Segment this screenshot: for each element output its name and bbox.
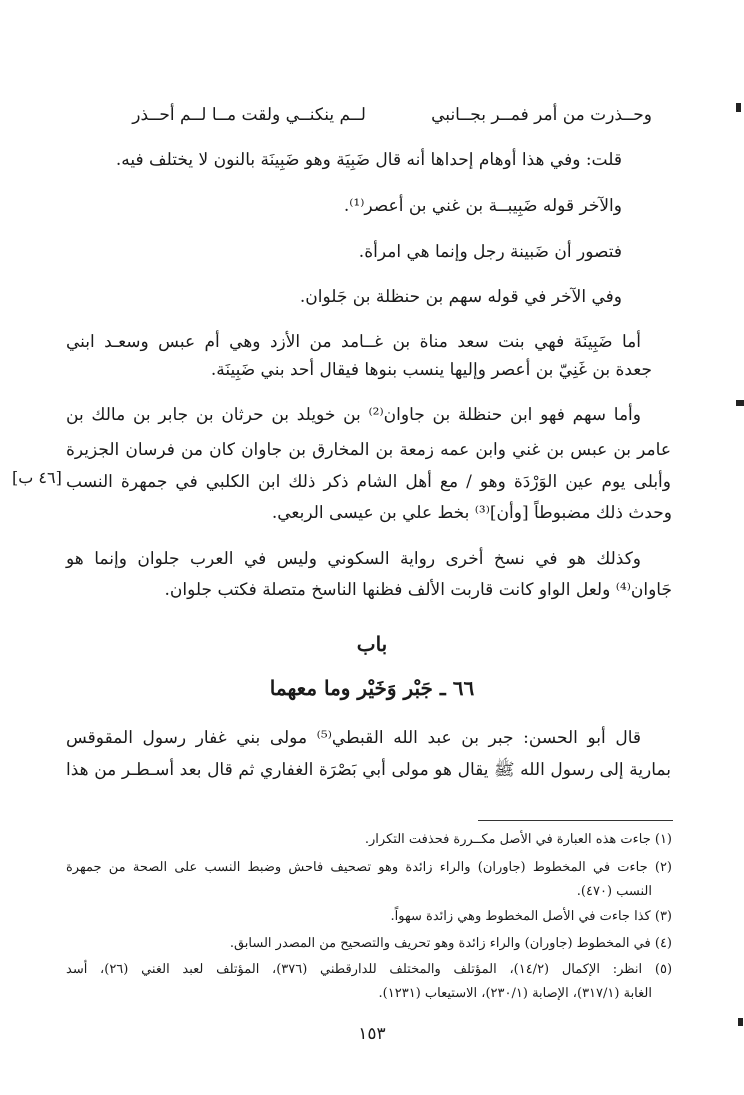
body-line-10: وحدث ذلك مضبوطاً [وأن]⁽³⁾ بخط علي بن عيسى الربعي. bbox=[271, 503, 672, 523]
footnote-5: (٥) انظر: الإكمال (١٤/٢)، المؤتلف والمختلف للدارقطني (٣٧٦)، المؤتلف لعبد الغني (٢٦)، أسد bbox=[66, 962, 673, 977]
footnote-1: (١) جاءت هذه العبارة في الأصل مكــررة فحذفت التكرار. bbox=[364, 832, 672, 847]
footnote-3: (٣) كذا جاءت في الأصل المخطوط وهي زائدة سهواً. bbox=[390, 909, 672, 924]
closing-line-1: قال أبو الحسن: جبر بن عبد الله القبطي⁽⁵⁾ مولى بني غفار رسول المقوقس bbox=[66, 728, 641, 748]
body-line-4: وفي الآخر في قوله سهم بن حنظلة بن جَلوان. bbox=[299, 287, 622, 307]
body-line-7: وأما سهم فهو ابن حنظلة بن جاوان⁽²⁾ بن خويلد بن حرثان بن جابر بن مالك بن bbox=[66, 405, 641, 425]
footnote-5-continuation: الغابة (٣١٧/١)، الإصابة (٢٣٠/١)، الاستيعاب (١٢٣١). bbox=[378, 986, 652, 1001]
body-line-8: عامر بن عبس بن غني وابن عمه زمعة بن المخارق بن جاوان كان من فرسان الجزيرة bbox=[66, 440, 671, 460]
footnote-4: (٤) في المخطوط (جاوران) والراء زائدة وهو تحريف والتصحيح من المصدر السابق. bbox=[229, 936, 672, 951]
body-line-6: جعدة بن غَنِيّ بن أعصر وإليها ينسب بنوها فيقال أحد بني ضَبِينَة. bbox=[210, 360, 652, 380]
chapter-title: ٦٦ ـ جَبْر وَخَيْر وما معهما bbox=[269, 676, 475, 700]
verse-first-half: وحــذرت من أمر فمــر بجــانبي bbox=[431, 105, 652, 125]
page-number: ١٥٣ bbox=[358, 1024, 386, 1044]
verse-second-half: لــم ينكنــي ولقت مــا لــم أحــذر bbox=[132, 105, 366, 125]
body-line-1: قلت: وفي هذا أوهام إحداها أنه قال ضَبِيَة وهو ضَبِينَة بالنون لا يختلف فيه. bbox=[115, 150, 622, 170]
footnote-separator bbox=[478, 820, 673, 821]
body-line-12: جَاوان⁽⁴⁾ ولعل الواو كانت قاربت الألف فظنها الناسخ متصلة فكتب جلوان. bbox=[164, 580, 672, 600]
scan-edge-mark bbox=[736, 400, 744, 406]
closing-line-2: بمارية إلى رسول الله ﷺ يقال هو مولى أبي بَصْرَة الغفاري ثم قال بعد أسـطـر من هذا bbox=[66, 760, 671, 780]
scan-edge-mark bbox=[738, 1018, 743, 1026]
body-line-5: أما ضَبِينَة فهي بنت سعد مناة بن غــامد من الأزد وهي أم عبس وسعـد ابني bbox=[66, 332, 641, 352]
body-line-11: وكذلك هو في نسخ أخرى رواية السكوني وليس في العرب جلوان وإنما هو bbox=[66, 549, 641, 569]
margin-folio-reference: [٤٦ ب] bbox=[12, 468, 62, 487]
footnote-2-continuation: النسب (٤٧٠). bbox=[576, 884, 652, 899]
body-line-2: والآخر قوله ضَبِيبــة بن غني بن أعصر⁽¹⁾. bbox=[343, 196, 622, 216]
chapter-label: باب bbox=[356, 632, 388, 656]
body-line-3: فتصور أن ضَبينة رجل وإنما هي امرأة. bbox=[358, 242, 622, 262]
body-line-9: وأبلى يوم عين الوَرْدَة وهو / مع أهل الشام ذكر ذلك ابن الكلبي في جمهرة النسب bbox=[66, 472, 671, 492]
scan-edge-mark bbox=[736, 103, 741, 112]
footnote-2: (٢) جاءت في المخطوط (جاوران) والراء زائدة وهو تصحيف فاحش وضبط النسب على الصحة من جمهرة bbox=[66, 860, 672, 875]
